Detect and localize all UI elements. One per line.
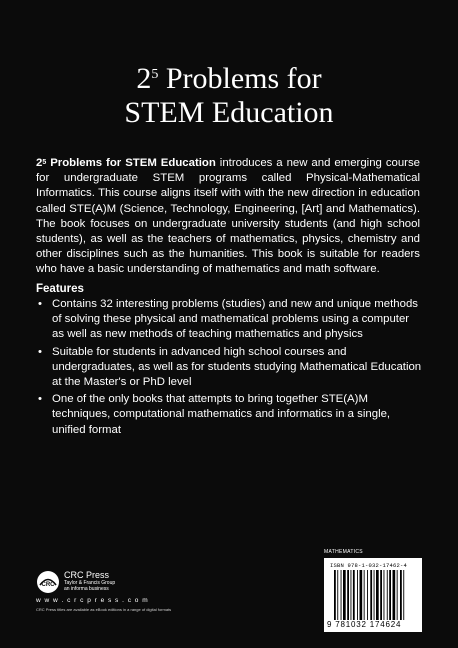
title-exponent: 5 [151,67,159,82]
barcode-box [324,558,422,632]
publisher-text [64,570,115,592]
bullet-icon: • [38,393,42,406]
title-base: 2 [136,62,152,95]
publisher-url[interactable]: w w w . c r c p r e s s . c o m [36,597,149,604]
feature-text: Contains 32 interesting problems (studies) and new and unique methods of solving these physical and mathematical problems using a computer as well as new methods of teaching mathematics and physics [52,298,418,341]
bullet-icon: • [38,345,42,358]
publisher-name: CRC Press [64,570,110,580]
title-line-2: STEM Education [124,96,334,129]
features-list [36,297,424,440]
description-text: introduces a new and emerging course for undergraduate STEM programs called Physical-Mathematical Informatics. This course aligns itself with with the new direction in education called STE(A)M (Science, Technology, Engineering, [Art] and Mathematics). The book focuses on undergraduate university students (and high school students), as well as the teachers of mathematics, physics, chemistry and other disciplines such as the humanities. This book is suitable for readers who have a basic understanding of mathematics and math software. [36,157,421,276]
barcode-digits: 9 781032 174624 [327,620,402,629]
barcode-icon [334,570,414,620]
crc-logo-icon [36,570,60,594]
cover-title [0,62,458,130]
description-title-base: 2 [36,157,43,169]
publisher-sub-1: Taylor & Francis Group [64,580,116,586]
feature-text: Suitable for students in advanced high school courses and undergraduates, as well as for students studying Mathematical Education at the Master's or PhD level [52,345,422,389]
bullet-icon: • [38,298,42,310]
description-bold-title [36,157,216,169]
description-title-exponent: 5 [42,159,47,166]
title-line-1 [0,62,458,96]
book-description [36,156,420,278]
description-title-rest: Problems for STEM Education [46,157,216,169]
isbn-text: ISBN 978-1-032-17462-4 [330,562,408,569]
feature-item [36,392,424,438]
publisher-note: CRC Press titles are available as eBook editions in a range of digital formats [36,607,172,612]
title-line-1-rest: Problems for [158,62,322,95]
feature-item [36,297,424,343]
feature-item [36,345,424,391]
features-heading: Features [36,283,84,295]
publisher-sub-2: an informa business [64,586,109,592]
feature-text: One of the only books that attempts to bring together STE(A)M techniques, computational mathematics and informatics in a single, unified format [52,393,391,436]
crc-logo-text: CRC [41,582,55,588]
category-label: MATHEMATICS [324,549,363,555]
